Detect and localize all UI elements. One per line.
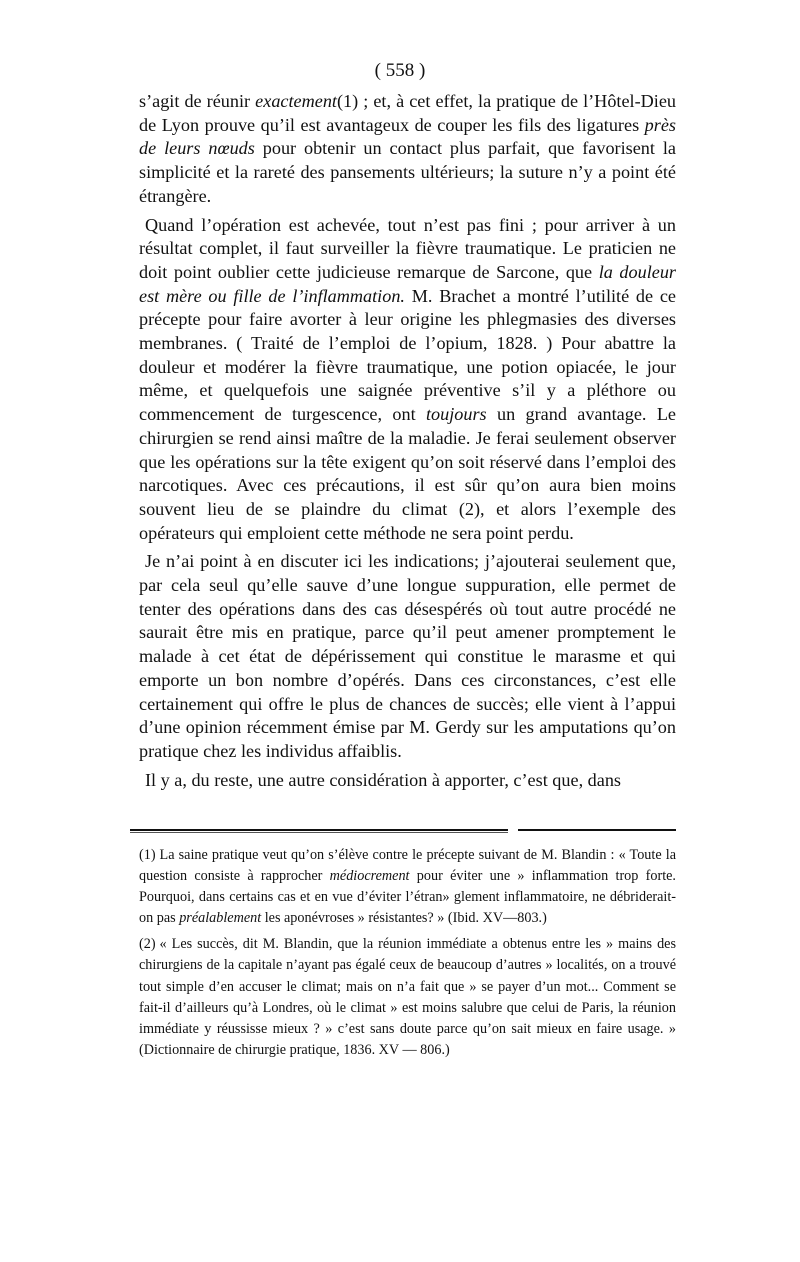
- footnote: [139, 845, 676, 929]
- page-number: ( 558 ): [374, 60, 426, 81]
- paragraph: [139, 90, 676, 209]
- separator-line: [130, 829, 508, 831]
- separator-line: [130, 832, 508, 833]
- separator-line: [518, 829, 676, 831]
- text-run: Quand l’opération est achevée, tout n’est pas fini ; pour arriver à un résultat complet, il faut surveiller la fièvre traumatique. Le praticien ne doit point oublier cette judicieuse remarque de Sarcone, que: [139, 214, 676, 282]
- text-run: s’agit de réunir: [139, 91, 256, 111]
- paragraph: [139, 769, 676, 793]
- paragraph: [139, 214, 676, 546]
- text-run: Je n’ai point à en discuter ici les indications; j’ajouterai seulement que, par cela seul qu’elle sauve d’une longue suppuration, elle permet de tenter des opérations dans des cas désespérés où tout autre procédé ne saurait être mis en pratique, parce qu’il peut amener promptement le malade à cet état de dépérissement qui constitue le marasme et qui emporte un bon nombre d’opérés. Dans ces circonstances, c’est elle certainement qui offre le plus de chances de succès; elle vient à l’appui d’une opinion récemment émise par M. Gerdy sur les amputations qu’on pratique chez les individus affaiblis.: [139, 551, 676, 761]
- italic-run: toujours: [426, 404, 487, 425]
- text-run: pour éviter une » inflammation trop forte. Pourquoi, dans certains cas et en vue d’éviter l’étran» glement inflammatoire, ne débriderait-on pas: [139, 868, 676, 927]
- text-run: « Les succès, dit M. Blandin, que la réunion immédiate a obtenus entre les » mains des chirurgiens de la capitale n’ayant pas égalé ceux de beaucoup d’autres » localités, on a trouvé tout simple d’en accuser le climat; mais on n’a fait que » se payer d’un mot... Comment se fait-il d’ailleurs qu’à Londres, où le climat » est moins salubre que celui de Paris, la réunion immédiate y réussisse mieux ? » c’est sans doute parce qu’on sait mieux en faire usage. » (Dictionnaire de chirurgie pratique, 1836. XV — 806.): [139, 936, 676, 1058]
- footnote: [139, 934, 676, 1061]
- italic-run: près de leurs nœuds: [139, 114, 676, 159]
- italic-run: la douleur est mère ou fille de l’inflammation.: [139, 261, 676, 306]
- text-run: Il y a, du reste, une autre considération à apporter, c’est que, dans: [145, 769, 622, 790]
- footnote-number: (1): [139, 847, 156, 863]
- text-run: (1) ; et, à cet effet, la pratique de l’Hôtel-Dieu de Lyon prouve qu’il est avantageux de couper les fils des ligatures: [139, 91, 677, 135]
- paragraph: [139, 550, 676, 763]
- italic-run: préalablement: [179, 910, 262, 927]
- italic-run: médiocrement: [329, 868, 410, 885]
- text-run: pour obtenir un contact plus parfait, que favorisent la simplicité et la rareté des pansements ultérieurs; la suture n’y a point été étrangère.: [139, 138, 676, 206]
- text-run: M. Brachet a montré l’utilité de ce précepte pour faire avorter à leur origine les phlegmasies des diverses membranes. ( Traité de l’emploi de l’opium, 1828. ) Pour abattre la douleur et modérer la fièvre traumatique, une potion opiacée, le jour même, et quelquefois une saignée préventive s’il y a pléthore ou commencement de turgescence, ont: [139, 285, 677, 425]
- footnote-number: (2): [139, 936, 156, 953]
- text-run: La saine pratique veut qu’on s’élève contre le précepte suivant de M. Blandin : « Toute la question consiste à rapprocher: [139, 847, 676, 885]
- italic-run: exactement: [255, 91, 337, 111]
- main-text: [139, 90, 676, 797]
- footnote-separator: [130, 829, 676, 833]
- text-run: les aponévroses » résistantes? » (Ibid. XV—803.): [261, 910, 547, 927]
- footnotes: [139, 845, 676, 1066]
- text-run: un grand avantage. Le chirurgien se rend ainsi maître de la maladie. Je ferai seulement observer que les opérations sur la tête exigent qu’on soit réservé dans l’emploi des narcotiques. Avec ces précautions, il est sûr qu’on aura bien moins souvent lieu de se plaindre du climat (2), et alors l’exemple des opérateurs qui emploient cette méthode ne sera point perdu.: [139, 404, 676, 543]
